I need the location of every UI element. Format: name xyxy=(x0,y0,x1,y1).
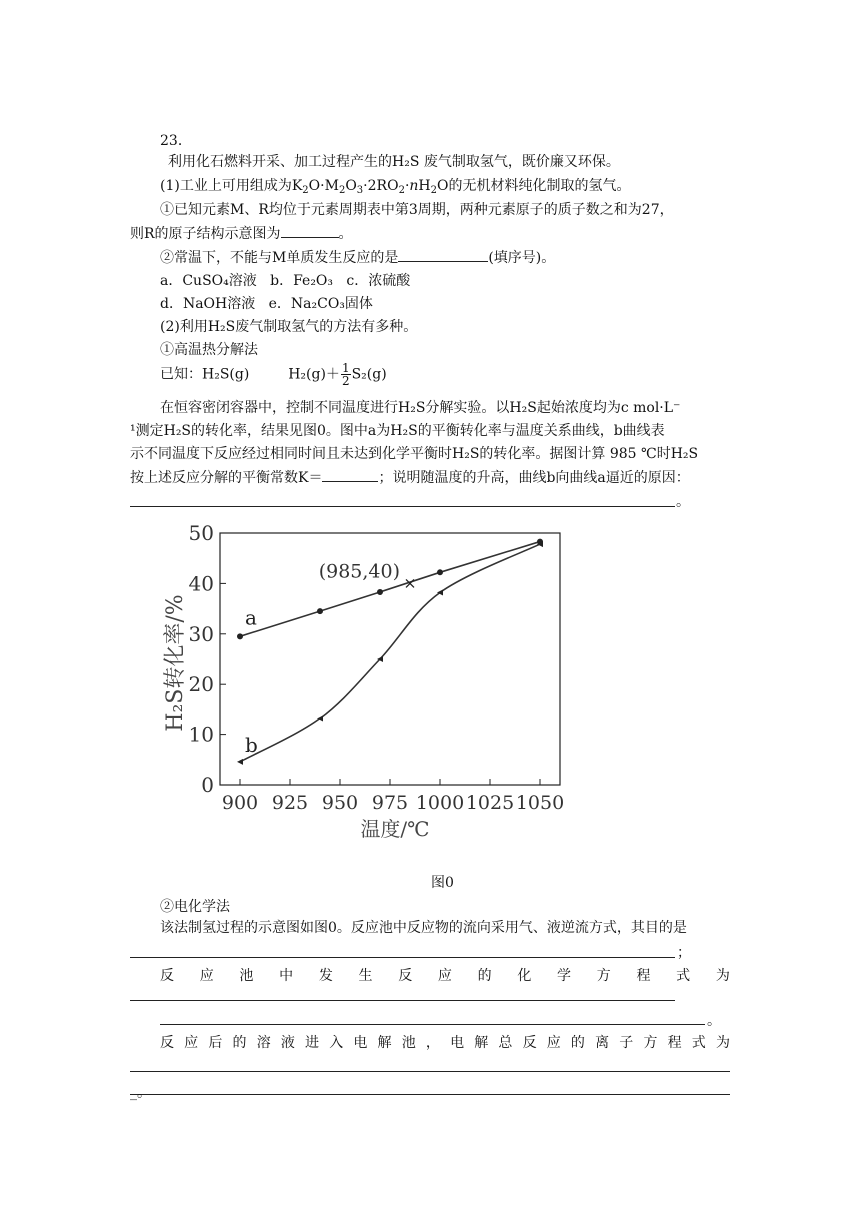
char: 程 xyxy=(636,968,651,984)
char: 应 xyxy=(437,968,452,984)
x-tick-label: 1000 xyxy=(415,792,465,814)
answer-line-equation-2[interactable] xyxy=(160,1024,705,1025)
reaction-equation-prompt xyxy=(160,966,730,987)
char: 液 xyxy=(280,1035,295,1051)
answer-line-purpose[interactable] xyxy=(130,957,675,958)
char: 离 xyxy=(595,1035,610,1051)
x-tick-label: 925 xyxy=(271,792,309,814)
char: 发 xyxy=(318,968,333,984)
series-b-point xyxy=(237,759,243,765)
series-b-point xyxy=(537,541,543,547)
method2-title: ②电化学法 xyxy=(160,899,230,915)
answer-line-electrolysis-1[interactable] xyxy=(130,1071,730,1072)
figure-caption: 图0 xyxy=(431,875,454,891)
method2-text: 该法制氢过程的示意图如图0。反应池中反应物的流向采用气、液逆流方式，其目的是 xyxy=(160,920,687,936)
char: 的 xyxy=(232,1035,247,1051)
char: 溶 xyxy=(256,1035,271,1051)
char: 应 xyxy=(184,1035,199,1051)
char: 电 xyxy=(450,1035,465,1051)
char: 池 xyxy=(239,968,254,984)
y-tick-label: 30 xyxy=(188,621,214,646)
electrolysis-prompt xyxy=(160,1033,730,1054)
question-number: 23． xyxy=(160,133,192,149)
semicolon: ； xyxy=(677,945,691,961)
char: 反 xyxy=(398,968,413,984)
x-axis-label: 温度/℃ xyxy=(360,817,430,841)
period: 。 xyxy=(676,494,690,510)
char: 为 xyxy=(715,1035,730,1051)
char: 方 xyxy=(643,1035,658,1051)
annotation-marker xyxy=(406,579,414,587)
answer-line-reason[interactable] xyxy=(130,506,675,507)
experiment-line1: 在恒容密闭容器中，控制不同温度进行H₂S分解实验。以H₂S起始浓度均为c mol·L⁻ xyxy=(160,400,681,416)
answer-blank-k[interactable] xyxy=(322,467,378,482)
char: 进 xyxy=(305,1035,320,1051)
y-tick-label: 0 xyxy=(201,773,214,797)
y-tick-label: 20 xyxy=(188,672,214,697)
char: 应 xyxy=(546,1035,561,1051)
char: ， xyxy=(425,1035,440,1051)
experiment-line4: 按上述反应分解的平衡常数K＝ ；说明随温度的升高，曲线b向曲线a逼近的原因： xyxy=(130,467,730,489)
char: 的 xyxy=(477,968,492,984)
char: 电 xyxy=(353,1035,368,1051)
char: 应 xyxy=(199,968,214,984)
annotation-label: (985,40) xyxy=(318,560,400,583)
series-a-point xyxy=(537,539,543,545)
intro-text: 利用化石燃料开采、加工过程产生的H₂S 废气制取氢气，既价廉又环保。 xyxy=(168,154,620,170)
part1-q1-line1: ①已知元素M、R均位于元素周期表中第3周期，两种元素原子的质子数之和为27， xyxy=(160,202,674,218)
char: 总 xyxy=(498,1035,513,1051)
period-3: _。 xyxy=(130,1085,151,1101)
char: 解 xyxy=(474,1035,489,1051)
char: 解 xyxy=(377,1035,392,1051)
x-tick-label: 1025 xyxy=(465,792,515,814)
char: 的 xyxy=(570,1035,585,1051)
series-b-point xyxy=(377,656,383,662)
series-a-point xyxy=(317,608,323,614)
series-a-label: a xyxy=(245,605,257,630)
char: 式 xyxy=(691,1035,706,1051)
char: 反 xyxy=(160,968,174,984)
period-2: 。 xyxy=(707,1013,721,1029)
answer-blank[interactable] xyxy=(281,223,339,238)
char: 入 xyxy=(329,1035,344,1051)
y-tick-label: 50 xyxy=(188,521,214,545)
char: 子 xyxy=(619,1035,634,1051)
char: 反 xyxy=(160,1035,174,1051)
char: 池 xyxy=(401,1035,416,1051)
x-tick-label: 950 xyxy=(321,792,359,814)
x-tick-label: 1050 xyxy=(515,792,565,814)
series-a-point xyxy=(237,633,243,639)
char: 为 xyxy=(715,968,730,984)
x-tick-label: 975 xyxy=(371,792,409,814)
experiment-line2: ¹测定H₂S的转化率，结果见图0。图中a为H₂S的平衡转化率与温度关系曲线，b曲线表 xyxy=(130,423,665,439)
char: 中 xyxy=(279,968,294,984)
char: 方 xyxy=(596,968,611,984)
char: 生 xyxy=(358,968,373,984)
series-a-line xyxy=(240,542,540,637)
experiment-line3: 示不同温度下反应经过相同时间且未达到化学平衡时H₂S的转化率。据图计算 985 ℃时H₂S xyxy=(130,446,699,462)
series-b-point xyxy=(437,589,443,595)
reaction-equation: 已知：H₂S(g) H₂(g)＋ $\frac{1}{2}$ S₂(g) xyxy=(160,361,387,388)
char: 程 xyxy=(667,1035,682,1051)
options-row-2: d．NaOH溶液 e．Na₂CO₃固体 xyxy=(160,296,373,312)
fraction: $\frac{1}{2}$ xyxy=(341,361,350,388)
plot-frame xyxy=(220,533,560,785)
part1-text: (1)工业上可用组成为$K_2O\cdot M_2O_3\cdot 2RO_2\cdot nH_2O$的无机材料纯化制取的氢气。 xyxy=(160,178,631,196)
series-b-line xyxy=(240,544,540,762)
series-a-point xyxy=(437,569,443,575)
char: 化 xyxy=(517,968,532,984)
answer-blank[interactable] xyxy=(398,247,488,262)
options-row-1: a．CuSO₄溶液 b．Fe₂O₃ c．浓硫酸 xyxy=(160,273,411,289)
y-axis-label: H₂S转化率/% xyxy=(163,594,188,732)
char: 后 xyxy=(208,1035,223,1051)
char: 式 xyxy=(676,968,691,984)
part1-q2: ②常温下，不能与M单质发生反应的是 (填序号)。 xyxy=(160,247,730,269)
answer-line-equation-1[interactable] xyxy=(130,1000,675,1001)
x-tick-label: 900 xyxy=(221,792,259,814)
method1-title: ①高温热分解法 xyxy=(160,342,258,358)
series-a-point xyxy=(377,589,383,595)
part2-text: (2)利用H₂S废气制取氢气的方法有多种。 xyxy=(160,319,418,335)
series-b-point xyxy=(317,715,323,721)
series-b-label: b xyxy=(245,732,258,757)
answer-line-electrolysis-2[interactable] xyxy=(130,1094,730,1095)
y-tick-label: 10 xyxy=(188,722,214,747)
y-tick-label: 40 xyxy=(188,571,214,596)
char: 学 xyxy=(557,968,572,984)
char: 反 xyxy=(522,1035,537,1051)
part1-q1-line2: 则R的原子结构示意图为 。 xyxy=(130,223,730,245)
